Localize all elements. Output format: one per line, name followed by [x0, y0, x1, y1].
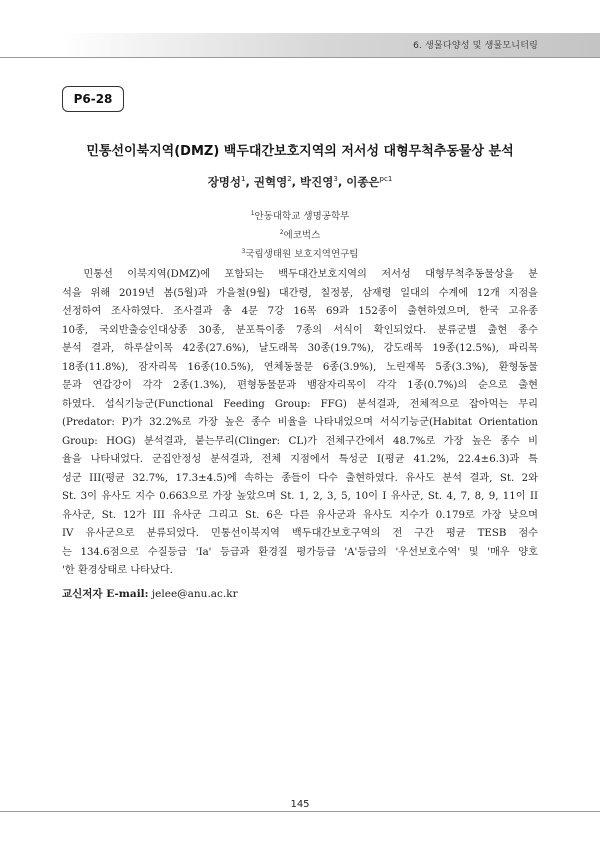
author: 장명성$^1$,: [207, 175, 254, 189]
abstract-line: 하였다. 섭식기능군(Functional Feeding Group: FFG) 분석결과, 전체적으로 잡아먹는 무리: [62, 398, 538, 410]
affiliation: $^1$안동대학교 생명공학부: [250, 210, 350, 223]
abstract-line: IV 유사군으로 분류되었다. 민통선이북지역 백두대간보호구역의 전 구간 평균 TESB 점수: [62, 528, 538, 539]
contact-email: jelee@anu.ac.kr: [151, 588, 238, 600]
abstract-line: 유사군, St. 12가 III 유사군 그리고 St. 6은 다른 유사군과 유사도 지수가 0.179로 가장 낮으며: [62, 509, 538, 521]
abstract-line: 선정하여 조사하였다. 조사결과 총 4문 7강 16목 69과 152종이 출현하였으며, 한국 고유종: [62, 306, 538, 317]
abstract-line: 10종, 국외반출승인대상종 30종, 분포특이종 7종의 서식이 확인되었다. 분류군별 출현 종수: [62, 324, 538, 336]
abstract-line: St. 3이 유사도 지수 0.663으로 가장 높았으며 St. 1, 2, 3, 5, 10이 I 유사군, St. 4, 7, 8, 9, 11이 II: [62, 491, 538, 502]
section-header: 6. 생물다양성 및 생물모니터링: [413, 41, 538, 51]
affiliation: $^3$국립생태원 보호지역연구팀: [241, 248, 359, 261]
abstract-line: 는 134.6점으로 수질등급 'Ia' 등급과 환경질 평가등급 'A'등급의 '우선보호수역' 및 '매우 양호: [62, 546, 538, 558]
paper-title: 민통선이북지역(DMZ) 백두대간보호지역의 저서성 대형무척추동물상 분석: [86, 144, 514, 159]
poster-code-badge: P6-28: [62, 86, 124, 112]
contact-label: 교신저자 E-mail:: [62, 588, 149, 600]
author: 이종은$^{pc1}$: [346, 175, 393, 189]
affiliation: $^2$에코벅스: [279, 229, 321, 242]
abstract-line: (Predator: P)가 32.2%로 가장 높은 종수 비율을 나타내었으며 서식기능군(Habitat Orientation: [62, 417, 538, 428]
footer-divider: [0, 811, 600, 812]
author-list: [60, 174, 540, 190]
abstract-line: 성군 III(평균 32.7%, 17.3±4.5)에 속하는 종들이 다수 출현하였다. 유사도 분석 결과, St. 2와: [62, 472, 538, 484]
abstract-line: 분석 결과, 하루살이목 42종(27.6%), 날도래목 30종(19.7%), 강도래목 19종(12.5%), 파리목: [62, 343, 538, 354]
affiliation-list: [60, 206, 540, 263]
abstract-body: [62, 266, 538, 581]
abstract-line: 율을 나타내었다. 군집안정성 분석결과, 전체 지점에서 특성군 I(평균 41.2%, 22.4±6.3)과 특: [62, 454, 538, 465]
abstract-line: 석을 위해 2019년 봄(5월)과 가을철(9월) 대간령, 칠정봉, 삼재령 일대의 수계에 12개 지점을: [62, 287, 538, 299]
author: 권혁영$^2$,: [253, 175, 301, 189]
abstract-line: 문과 연갑강이 각각 2종(1.3%), 편형동물문과 뱀잠자리목이 각각 1종(0.7%)의 순으로 출현: [62, 380, 538, 391]
abstract-line: Group: HOG) 분석결과, 붙는무리(Clinger: CL)가 전체구간에서 48.7%로 가장 높은 종수 비: [62, 435, 538, 447]
abstract-line: '한 환경상태로 나타났다.: [62, 565, 173, 576]
abstract-line: 민통선 이북지역(DMZ)에 포함되는 백두대간보호지역의 저서성 대형무척추동물상을 분: [62, 269, 538, 280]
page-number: 145: [290, 799, 310, 810]
corresponding-author: [62, 586, 238, 601]
header-divider: [0, 57, 600, 58]
author: 박진영$^3$,: [300, 175, 347, 189]
abstract-line: 18종(11.8%), 잠자리목 16종(10.5%), 연체동물문 6종(3.9%), 노린재목 5종(3.3%), 환형동물: [62, 361, 538, 373]
